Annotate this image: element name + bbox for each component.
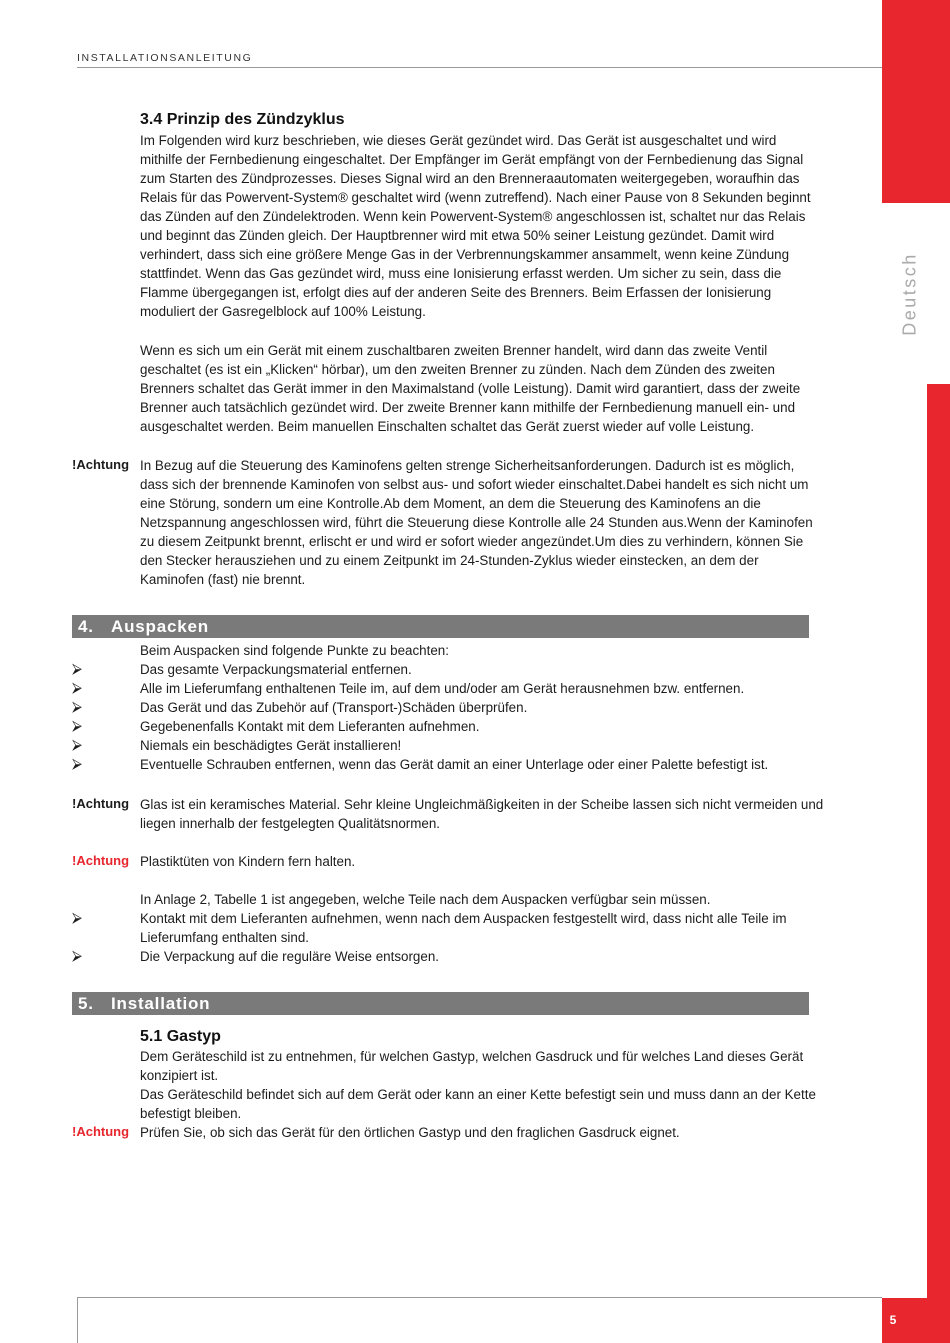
list-item: Alle im Lieferumfang enthaltenen Teile im, auf dem und/oder am Gerät herausnehmen bzw. entfernen. [140,681,745,696]
footer-rule-vertical [77,1297,78,1343]
list-item: Eventuelle Schrauben entfernen, wenn das Gerät damit an einer Unterlage oder einer Palette befestigt ist. [140,757,769,772]
list-item: Gegebenenfalls Kontakt mit dem Lieferanten aufnehmen. [140,719,480,734]
text-line: eine Störung, sondern um eine Kontrolle.Ab dem Moment, an dem die Steuerung des Kaminofens an die [140,496,761,511]
text-line: Flamme übergegangen ist, erfolgt dies auf der anderen Seite des Brenners. Beim Erfassen der Ionisierung [140,285,772,300]
arrow-bullet-icon: ⮚ [72,755,82,771]
text-line: Brenners schaltet das Gerät immer in den Maximalstand (volle Leistung). Damit wird garantiert, dass der zweite [140,381,801,396]
list-item: Niemals ein beschädigtes Gerät installieren! [140,738,402,753]
gas-type-warning: Prüfen Sie, ob sich das Gerät für den örtlichen Gastyp und den fraglichen Gasdruck eignet. [140,1125,680,1140]
list-item: Das gesamte Verpackungsmaterial entfernen. [140,662,412,677]
text-line: Lieferumfang enthalten sind. [140,930,309,945]
text-line: moduliert der Gasregelblock auf 100% Leistung. [140,304,426,319]
text-line: Dem Geräteschild ist zu entnehmen, für welchen Gastyp, welchen Gasdruck und für welches Land dieses Gerät [140,1049,804,1064]
arrow-bullet-icon: ⮚ [72,679,82,695]
text-line: geschaltet (es ist ein „Klicken“ hörbar), um den zweiten Brenner zu zünden. Nach dem Zünden des zweiten [140,362,775,377]
text-line: liegen innerhalb der festgelegten Qualitätsnormen. [140,816,440,831]
arrow-bullet-icon: ⮚ [72,736,82,752]
section-title: Auspacken [111,617,209,636]
footer-rule [77,1297,882,1298]
text-line: Netzspannung angeschlossen wird, führt die Steuerung diese Kontrolle alle 24 Stunden aus.Wenn der Kaminofen [140,515,813,530]
warning-label-red: !Achtung [72,853,130,868]
text-line: mithilfe der Fernbedienung eingeschaltet. Der Empfänger im Gerät empfängt von der Fernbedienung das Signal [140,152,804,167]
anlage-note: In Anlage 2, Tabelle 1 ist angegeben, welche Teile nach dem Auspacken verfügbar sein müssen. [140,892,711,907]
text-line: verhindert, dass sich eine größere Menge Gas in der Verbrennungskammer ansammelt, wenn keine Zündung [140,247,790,262]
list-item: Die Verpackung auf die reguläre Weise entsorgen. [140,949,439,964]
text-line: ausgeschaltet werden. Beim manuellen Einschalten schaltet das Gerät zuerst wieder auf volle Leistung. [140,419,755,434]
text-line: dass sich der brennende Kaminofen von selbst aus- und sofort wieder einschaltet.Dabei handelt es sich nicht um [140,477,809,492]
section-title: Installation [111,994,211,1013]
warning-label: !Achtung [72,796,130,811]
text-line: Kaminofen (fast) nie brennt. [140,572,306,587]
red-side-bar [927,384,950,1343]
text-line: Glas ist ein keramisches Material. Sehr kleine Ungleichmäßigkeiten in der Scheibe lassen sich nicht vermeiden und [140,797,824,812]
text-line: zum Starten des Zündprozesses. Dieses Signal wird an den Brenneraautomaten weitergegeben, woraufhin das [140,171,800,186]
arrow-bullet-icon: ⮚ [72,717,82,733]
text-line: Im Folgenden wird kurz beschrieben, wie dieses Gerät gezündet wird. Das Gerät ist ausgeschaltet und wird [140,133,777,148]
section-5-header [72,992,809,1015]
text-line: Relais für das Powervent-System® geschaltet wird (wenn zutreffend). Nach einer Pause von 8 Sekunden beginnt [140,190,811,205]
arrow-bullet-icon: ⮚ [72,660,82,676]
text-line: Das Geräteschild befindet sich auf dem Gerät oder kann an einer Kette befestigt sein und muss dann an der Kette [140,1087,816,1102]
page-number: 5 [889,1313,897,1327]
section-4-intro: Beim Auspacken sind folgende Punkte zu beachten: [140,643,449,658]
text-line: konzipiert ist. [140,1068,219,1083]
red-side-bar-top [882,0,950,203]
section-5-1-title: 5.1 Gastyp [140,1028,221,1045]
plastic-bag-warning: Plastiktüten von Kindern fern halten. [140,854,356,869]
text-line: stattfindet. Wenn das Gas gezündet wird, muss eine Ionisierung erfasst werden. Um sicher zu sein, dass die [140,266,782,281]
running-header: INSTALLATIONSANLEITUNG [77,52,253,64]
text-line: den Stecker herausziehen und zu einem Zeitpunkt im 24-Stunden-Zyklus wieder einstecken, an dem der [140,553,759,568]
text-line: Kontakt mit dem Lieferanten aufnehmen, wenn nach dem Auspacken festgestellt wird, dass nicht alle Teile im [140,911,787,926]
text-line: das Zünden auf den Zündelektroden. Wenn kein Powervent-System® angeschlossen ist, schaltet nur das Relais [140,209,806,224]
section-number: 4. [78,617,94,636]
text-line: befestigt bleiben. [140,1106,242,1121]
text-line: Brenner auch tatsächlich gezündet wird. Der zweite Brenner kann mithilfe der Fernbedienung manuell ein- und [140,400,796,415]
text-line: zu diesem Zeitpunkt brennt, erlischt er und wird er sofort wieder angezündet.Um dies zu verhindern, können Sie [140,534,804,549]
section-4-header [72,615,809,638]
section-3-4-title: 3.4 Prinzip des Zündzyklus [140,111,345,128]
warning-label: !Achtung [72,457,130,472]
warning-label-red: !Achtung [72,1124,130,1139]
arrow-bullet-icon: ⮚ [72,947,82,963]
arrow-bullet-icon: ⮚ [72,909,82,925]
text-line: In Bezug auf die Steuerung des Kaminofens gelten strenge Sicherheitsanforderungen. Dadurch ist es möglich, [140,458,795,473]
header-rule [77,67,882,68]
language-tab: Deutsch [899,252,920,336]
list-item: Das Gerät und das Zubehör auf (Transport-)Schäden überprüfen. [140,700,528,715]
text-line: und beginnt das Zünden gleich. Der Hauptbrenner wird mit etwa 50% seiner Leistung gezündet. Damit wird [140,228,775,243]
text-line: Wenn es sich um ein Gerät mit einem zuschaltbaren zweiten Brenner handelt, wird dann das zweite Ventil [140,343,768,358]
arrow-bullet-icon: ⮚ [72,698,82,714]
section-number: 5. [78,994,94,1013]
